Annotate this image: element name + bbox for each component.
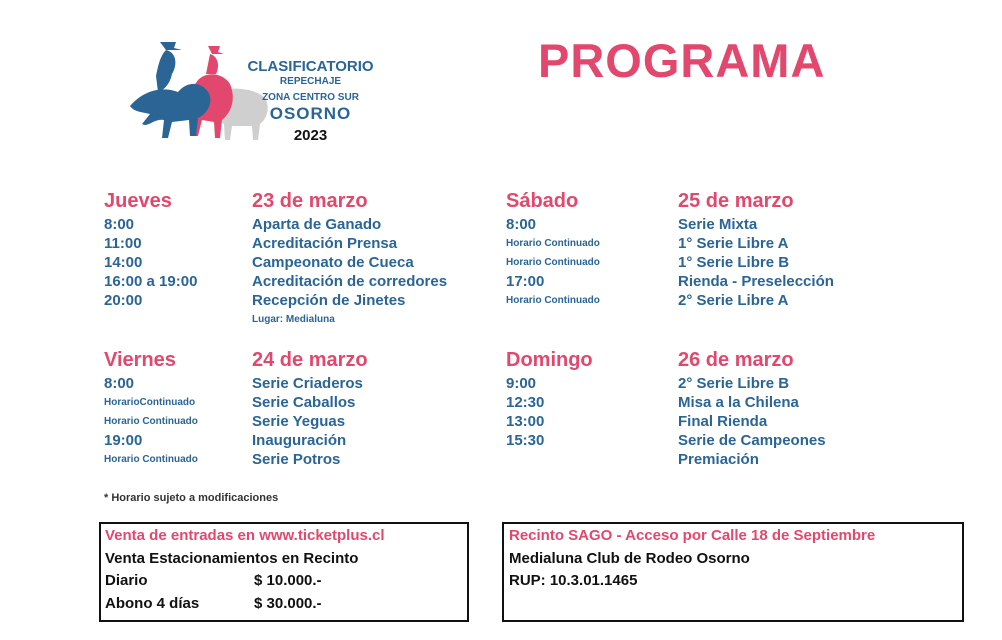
venue-heading: Recinto SAGO - Acceso por Calle 18 de Septiembre (509, 527, 876, 544)
schedule-note: * Horario sujeto a modificaciones (104, 492, 279, 504)
date-heading-jueves: 23 de marzo (252, 190, 368, 212)
time-entry: 8:00 (104, 375, 135, 392)
logo-text-zona: ZONA CENTRO SUR (262, 92, 359, 103)
time-entry: 12:30 (506, 394, 545, 411)
time-entry: 8:00 (506, 216, 537, 233)
event-entry: 2° Serie Libre A (678, 292, 789, 309)
time-entry: 14:00 (104, 254, 143, 271)
event-entry: Campeonato de Cueca (252, 254, 414, 271)
event-entry: Aparta de Ganado (252, 216, 382, 233)
tickets-box (99, 522, 469, 622)
day-heading-viernes: Viernes (104, 349, 176, 371)
logo-text-city: OSORNO (269, 104, 352, 123)
time-entry: Horario Continuado (506, 295, 600, 306)
events-viernes (252, 374, 363, 469)
time-entry: HorarioContinuado (104, 397, 196, 408)
time-entry: 17:00 (506, 273, 545, 290)
page-title: PROGRAMA (538, 34, 826, 87)
date-heading-sabado: 25 de marzo (678, 190, 794, 212)
times-sabado (506, 215, 600, 310)
event-entry: 1° Serie Libre A (678, 235, 789, 252)
price-value-abono: $ 30.000.- (254, 595, 322, 612)
times-jueves (104, 215, 197, 310)
event-location: Lugar: Medialuna (252, 314, 335, 325)
day-heading-jueves: Jueves (104, 190, 172, 212)
events-domingo (678, 374, 826, 469)
time-entry: 20:00 (104, 292, 143, 309)
price-label-abono: Abono 4 días (105, 595, 200, 612)
logo-text-repechaje: REPECHAJE (279, 76, 342, 87)
time-entry: Horario Continuado (506, 238, 600, 249)
event-entry: Rienda - Preselección (678, 273, 834, 290)
price-value-diario: $ 10.000.- (254, 572, 322, 589)
time-entry: 11:00 (104, 235, 142, 252)
tickets-heading: Venta de entradas en www.ticketplus.cl (105, 527, 385, 544)
time-entry: 13:00 (506, 413, 545, 430)
date-heading-domingo: 26 de marzo (678, 349, 794, 371)
time-entry: 9:00 (506, 375, 537, 392)
event-entry: Acreditación de corredores (252, 273, 448, 290)
logo-text-clasificatorio: CLASIFICATORIO (247, 58, 374, 75)
event-entry: Serie Mixta (678, 216, 758, 233)
price-label-diario: Diario (105, 572, 148, 589)
times-viernes (104, 374, 198, 469)
event-entry: Acreditación Prensa (252, 235, 398, 252)
event-entry: 1° Serie Libre B (678, 254, 790, 271)
date-heading-viernes: 24 de marzo (252, 349, 368, 371)
event-entry: Misa a la Chilena (678, 394, 799, 411)
venue-name: Medialuna Club de Rodeo Osorno (509, 550, 750, 567)
event-entry: Premiación (678, 451, 759, 468)
time-entry: 15:30 (506, 432, 545, 449)
event-entry: Serie Caballos (252, 394, 356, 411)
event-entry: Serie de Campeones (678, 432, 826, 449)
time-entry: 16:00 a 19:00 (104, 273, 198, 290)
event-entry: Serie Yeguas (252, 413, 346, 430)
logo-text-year: 2023 (293, 127, 328, 144)
day-heading-domingo: Domingo (506, 349, 593, 371)
event-entry: Final Rienda (678, 413, 768, 430)
events-jueves (252, 215, 447, 329)
events-sabado (678, 215, 834, 310)
event-entry: Recepción de Jinetes (252, 292, 406, 309)
event-entry: Inauguración (252, 432, 347, 449)
venue-box (502, 522, 964, 622)
venue-rup: RUP: 10.3.01.1465 (509, 572, 638, 589)
time-entry: Horario Continuado (506, 257, 600, 268)
time-entry: 8:00 (104, 216, 135, 233)
event-entry: Serie Criaderos (252, 375, 363, 392)
parking-label: Venta Estacionamientos en Recinto (105, 550, 359, 567)
time-entry: Horario Continuado (104, 416, 198, 427)
day-heading-sabado: Sábado (506, 190, 579, 212)
time-entry: Horario Continuado (104, 454, 198, 465)
event-entry: 2° Serie Libre B (678, 375, 790, 392)
time-entry: 19:00 (104, 432, 143, 449)
times-domingo (506, 374, 544, 450)
event-entry: Serie Potros (252, 451, 341, 468)
